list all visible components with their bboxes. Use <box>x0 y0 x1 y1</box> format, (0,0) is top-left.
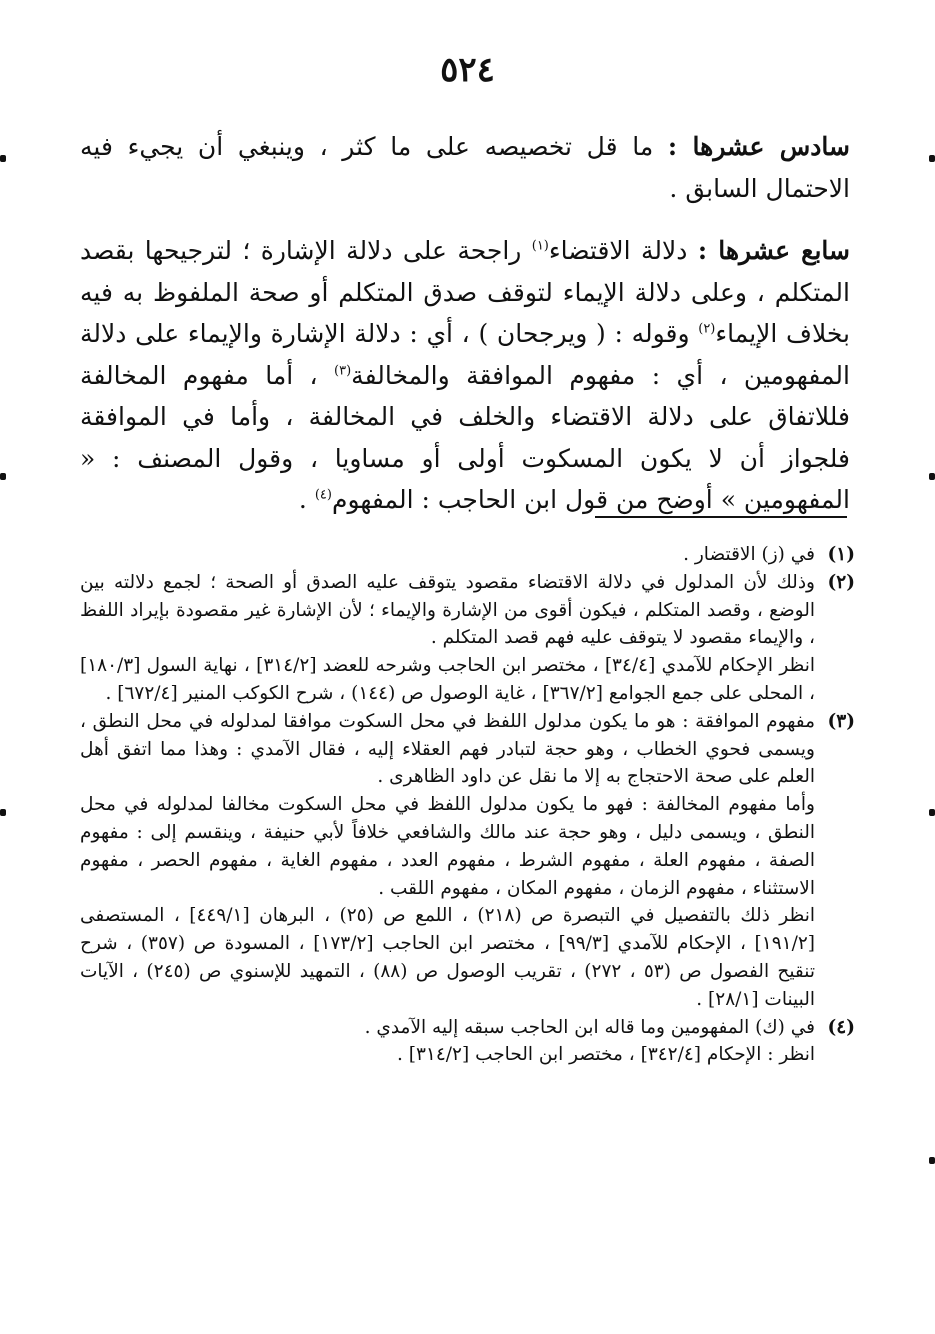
footnote-text: وأما مفهوم المخالفة : فهو ما يكون مدلول اللفظ في محل السكوت مخالفا لمدلوله في محل النطق ، ويسمى دليل ، وهو حجة عند مالك والشافعي خلافاً لأبي حنيفة ، وينقسم إلى : مفهوم الصفة ، مفهوم العلة ، مفهوم الشرط ، مفهوم العدد ، مفهوم الغاية ، مفهوم الحصر ، مفهوم الاستثناء ، مفهوم الزمان ، مفهوم المكان ، مفهوم اللقب . <box>80 794 815 899</box>
paragraph-body: راجحة على دلالة الإشارة ؛ لترجيحها بقصد المتكلم ، وعلى دلالة الإيماء لتوقف صدق المتكلم أو صحة الملفوظ به فيه بخلاف الإيماء <box>80 236 850 348</box>
paragraph-body: ، أما مفهوم المخالفة فللاتفاق على دلالة الاقتضاء والخلف في المخالفة ، وأما في الموافقة فلجواز أن لا يكون المسكوت أولى أو مساويا ، وقول المصنف : « المفهومين » أوضح من قول ابن الحاجب : المفهوم <box>80 360 850 514</box>
footnote-2 <box>80 569 855 708</box>
footnote-references: انظر الإحكام للآمدي [٣٤/٤] ، مختصر ابن الحاجب وشرحه للعضد [٣١٤/٢] ، نهاية السول [١٨٠/٣] ، المحلى على جمع الجوامع [٣٦٧/٢] ، غاية الوصول ص (١٤٤) ، شرح الكوكب المنير [٦٧٢/٤] . <box>80 655 815 704</box>
footnote-number: (٤) <box>827 1016 855 1038</box>
paragraph-16 <box>80 126 850 209</box>
footnote-references: انظر ذلك بالتفصيل في التبصرة ص (٢١٨) ، اللمع ص (٢٥) ، البرهان [٤٤٩/١] ، المستصفى [١٩١/٢] ، الإحكام للآمدي [٩٩/٣] ، مختصر ابن الحاجب [١٧٣/٢] ، المسودة ص (٣٥٧) ، شرح تنقيح الفصول ص (٥٣ ، ٢٧٢) ، تقريب الوصول ص (٨٨) ، التمهيد للإسنوي ص (٢٤٥) ، الآيات البينات [٢٨/١] . <box>80 905 815 1010</box>
scan-edge-mark <box>929 809 935 816</box>
main-text <box>80 126 850 521</box>
footnote-ref-3[interactable]: (٣) <box>334 363 352 379</box>
scan-edge-mark <box>929 1157 935 1164</box>
footnote-separator <box>595 516 847 518</box>
scan-edge-mark <box>929 155 935 162</box>
footnote-ref-1[interactable]: (١) <box>531 238 549 254</box>
paragraph-body: وقوله : ( ويرجحان ) ، أي : دلالة الإشارة والإيماء على دلالة المفهومين ، أي : مفهوم الموافقة والمخالفة <box>80 319 850 390</box>
footnote-ref-2[interactable]: (٢) <box>698 321 716 337</box>
scan-edge-mark <box>0 155 6 162</box>
scan-edge-mark <box>929 473 935 480</box>
paragraph-17 <box>80 230 850 521</box>
footnote-3 <box>80 708 855 1014</box>
footnote-1 <box>80 541 855 569</box>
footnote-number: (٣) <box>827 710 855 732</box>
footnote-text: وذلك لأن المدلول في دلالة الاقتضاء مقصود يتوقف عليه الصدق أو الصحة ؛ لجمع دلالته بين الوضع ، وقصد المتكلم ، فيكون أقوى من الإشارة والإيماء ؛ لأن الإشارة غير مقصودة بإيراد اللفظ ، والإيماء مقصود لا يتوقف عليه فهم قصد المتكلم . <box>80 571 815 649</box>
footnote-number: (٢) <box>827 571 855 593</box>
page-number: ٥٢٤ <box>440 50 495 90</box>
footnote-text: في (ك) المفهومين وما قاله ابن الحاجب سبقه إليه الآمدي . <box>364 1016 815 1038</box>
scan-edge-mark <box>0 809 6 816</box>
footnote-text: مفهوم الموافقة : هو ما يكون مدلول اللفظ في محل السكوت موافقا لمدلوله في محل النطق ، ويسمى فحوي الخطاب ، وهو حجة لتبادر فهم العقلاء إليه ، فقال الآمدي : وهذا مما اتفق أهل العلم على صحة الاحتجاج به إلا ما نقل عن داود الظاهرى . <box>80 710 815 788</box>
footnote-text: في (ز) الاقتضار . <box>683 544 815 565</box>
footnote-ref-4[interactable]: (٤) <box>314 487 332 503</box>
paragraph-body: . <box>298 485 315 514</box>
paragraph-lead: سابع عشرها : <box>697 236 850 265</box>
footnotes <box>80 541 855 1069</box>
footnote-number: (١) <box>827 544 855 565</box>
footnote-references: انظر : الإحكام [٣٤٢/٤] ، مختصر ابن الحاجب [٣١٤/٢] . <box>397 1044 815 1066</box>
paragraph-body: دلالة الاقتضاء <box>548 236 698 265</box>
paragraph-lead: سادس عشرها : <box>667 132 850 161</box>
paragraph-body: ما قل تخصيصه على ما كثر ، وينبغي أن يجيء فيه الاحتمال السابق . <box>80 132 850 203</box>
scan-edge-mark <box>0 473 6 480</box>
footnote-4 <box>80 1014 855 1070</box>
